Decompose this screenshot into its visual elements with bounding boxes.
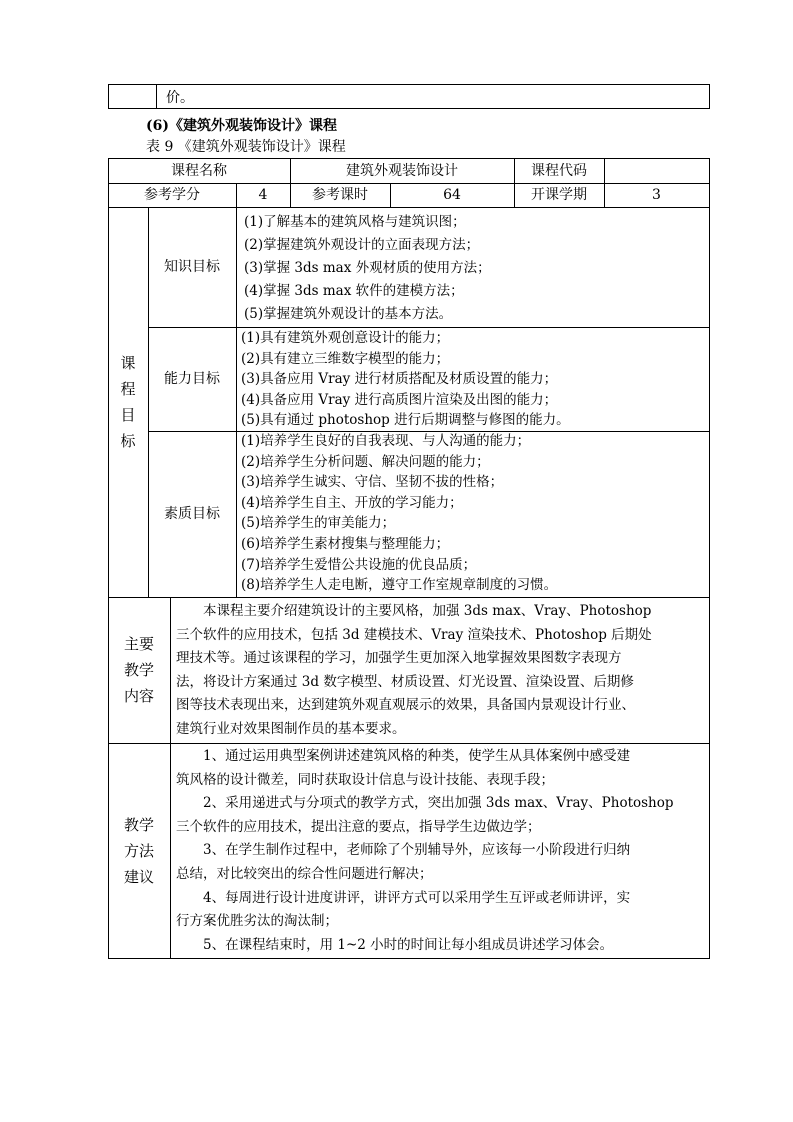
list-item: (4)培养学生自主、开放的学习能力； xyxy=(241,494,463,511)
hours-value: 64 xyxy=(443,187,461,203)
table-caption: 表 9 《建筑外观装饰设计》课程 xyxy=(146,139,346,155)
paragraph-line: 建筑行业对效果图制作员的基本要求。 xyxy=(176,720,406,737)
list-item: (6)培养学生素材搜集与整理能力； xyxy=(241,535,450,552)
paragraph-line: 图等技术表现出来，达到建筑外观直观展示的效果，具备国内景观设计行业、 xyxy=(176,697,635,713)
objectives-label-char: 课 xyxy=(120,354,136,372)
semester-label: 开课学期 xyxy=(531,187,587,203)
main-content-text xyxy=(176,600,652,741)
paragraph-line: 5、在课程结束时，用 1~2 小时的时间让每小组成员讲述学习体会。 xyxy=(203,936,614,953)
paragraph-line: 3、在学生制作过程中，老师除了个别辅导外，应该每一小阶段进行归纳 xyxy=(203,842,631,859)
list-item: (3)具备应用 Vray 进行材质搭配及材质设置的能力； xyxy=(241,371,558,387)
list-item: (2)掌握建筑外观设计的立面表现方法； xyxy=(244,237,480,253)
section-heading: (6)《建筑外观装饰设计》课程 xyxy=(146,118,337,134)
knowledge-goals-list xyxy=(244,211,491,326)
main-content-label-line: 教学 xyxy=(123,661,154,679)
knowledge-goals-label: 知识目标 xyxy=(164,259,220,275)
main-content-label-line: 内容 xyxy=(123,687,154,705)
teaching-methods-label-line: 建议 xyxy=(123,867,154,886)
quality-goals-list xyxy=(241,431,557,596)
list-item: (8)培养学生人走电断，遵守工作室规章制度的习惯。 xyxy=(241,577,558,594)
paragraph-line: 行方案优胜劣汰的淘汰制； xyxy=(176,913,338,930)
paragraph-line: 总结，对比较突出的综合性问题进行解决； xyxy=(176,865,433,882)
list-item: (1)具有建筑外观创意设计的能力； xyxy=(241,330,450,346)
list-item: (3)掌握 3ds max 外观材质的使用方法； xyxy=(244,260,491,276)
teaching-methods-label xyxy=(108,743,170,958)
list-item: (1)了解基本的建筑风格与建筑识图； xyxy=(244,214,466,230)
top-table-continued-text: 价。 xyxy=(166,90,194,106)
list-item: (2)培养学生分析问题、解决问题的能力； xyxy=(241,453,490,470)
teaching-methods-label-line: 教学 xyxy=(123,815,154,834)
objectives-label-char: 目 xyxy=(120,406,136,424)
objectives-group-label xyxy=(108,207,148,597)
list-item: (3)培养学生诚实、守信、坚韧不拔的性格； xyxy=(241,474,504,491)
paragraph-line: 本课程主要介绍建筑设计的主要风格，加强 3ds max、Vray、Photoshop xyxy=(203,603,652,619)
list-item: (5)培养学生的审美能力； xyxy=(241,515,396,532)
hours-label: 参考课时 xyxy=(312,187,368,203)
paragraph-line: 理技术等。通过该课程的学习，加强学生更加深入地掌握效果图数字表现方 xyxy=(176,650,622,666)
credits-value: 4 xyxy=(258,187,268,203)
list-item: (7)培养学生爱惜公共设施的优良品质； xyxy=(241,556,477,573)
objectives-label-char: 标 xyxy=(120,432,136,450)
main-content-label-line: 主要 xyxy=(123,635,154,653)
list-item: (4)具备应用 Vray 进行高质图片渲染及出图的能力； xyxy=(241,391,558,408)
paragraph-line: 筑风格的设计微差，同时获取设计信息与设计技能、表现手段； xyxy=(176,771,554,788)
list-item: (5)具有通过 photoshop 进行后期调整与修图的能力。 xyxy=(241,412,570,428)
paragraph-line: 2、采用递进式与分项式的教学方式，突出加强 3ds max、Vray、Photoshop xyxy=(203,795,674,812)
list-item: (2)具有建立三维数字模型的能力； xyxy=(241,350,450,367)
credits-label: 参考学分 xyxy=(144,187,200,203)
list-item: (4)掌握 3ds max 软件的建模方法； xyxy=(244,283,464,299)
paragraph-line: 法，将设计方案通过 3d 数字模型、材质设置、灯光设置、渲染设置、后期修 xyxy=(176,673,634,690)
paragraph-line: 三个软件的应用技术，提出注意的要点，指导学生边做边学； xyxy=(176,818,541,835)
teaching-methods-text xyxy=(176,745,674,957)
objectives-label-char: 程 xyxy=(120,380,136,398)
paragraph-line: 4、每周进行设计进度讲评，讲评方式可以采用学生互评或老师讲评，实 xyxy=(203,889,631,906)
ability-goals-list xyxy=(241,328,570,431)
course-name-value: 建筑外观装饰设计 xyxy=(346,162,458,179)
paragraph-line: 1、通过运用典型案例讲述建筑风格的种类，使学生从具体案例中感受建 xyxy=(203,748,631,764)
paragraph-line: 三个软件的应用技术，包括 3d 建模技术、Vray 渲染技术、Photoshop 后期处 xyxy=(176,626,652,643)
course-code-value xyxy=(604,158,709,183)
quality-goals-label: 素质目标 xyxy=(164,506,220,522)
course-code-label: 课程代码 xyxy=(531,162,587,179)
list-item: (1)培养学生良好的自我表现、与人沟通的能力； xyxy=(241,433,531,449)
semester-value: 3 xyxy=(652,187,661,203)
teaching-methods-label-line: 方法 xyxy=(123,841,154,860)
list-item: (5)掌握建筑外观设计的基本方法。 xyxy=(244,306,453,322)
course-name-label: 课程名称 xyxy=(171,162,227,179)
ability-goals-label: 能力目标 xyxy=(164,371,220,387)
main-content-label xyxy=(108,597,170,743)
